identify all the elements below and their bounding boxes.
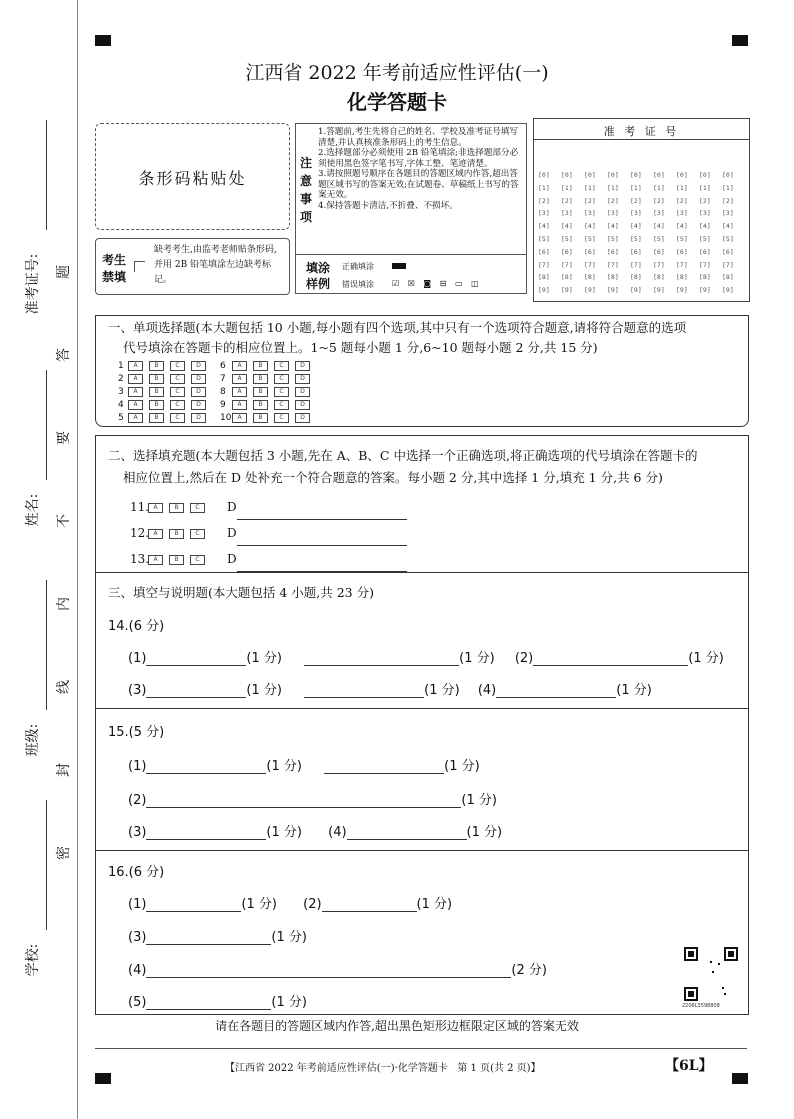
notice-item: 2.选择题部分必须使用 2B 铅笔填涂;非选择题部分必须使用黑色签字笔书写,字体工整、笔迹清楚。 (318, 148, 519, 169)
digit-bubble[interactable]: [1] (607, 183, 619, 192)
option-bubble[interactable]: A (232, 361, 247, 371)
digit-bubble[interactable]: [4] (699, 222, 711, 231)
digit-bubble[interactable]: [2] (722, 196, 734, 205)
option-bubble[interactable]: A (232, 387, 247, 397)
q16-row-2: (3) (1 分) (128, 930, 307, 945)
option-bubble[interactable]: B (169, 555, 184, 565)
barcode-area (95, 123, 290, 230)
digit-bubble[interactable]: [9] (676, 286, 688, 295)
option-bubble[interactable]: D (191, 387, 206, 397)
notice-box (295, 123, 527, 255)
digit-bubble[interactable]: [5] (584, 234, 596, 243)
digit-bubble[interactable]: [4] (607, 222, 619, 231)
q14-row-1: (1) (1 分) (1 分) (2) (1 分) (128, 651, 724, 666)
footer-code: 【6L】 (665, 1058, 713, 1074)
question-number: 10 (220, 413, 232, 423)
exam-number-label: 准考证号: (25, 253, 41, 315)
notice-title: 注 意 事 项 (300, 156, 313, 224)
section-2-answer-grid (130, 494, 407, 572)
digit-bubble[interactable]: [9] (722, 286, 734, 295)
digit-bubble[interactable]: [7] (630, 260, 642, 269)
digit-bubble[interactable]: [7] (607, 260, 619, 269)
answer-blank[interactable] (347, 825, 467, 840)
q16-row-1: (1) (1 分) (2) (1 分) (128, 897, 453, 912)
digit-bubble[interactable]: [7] (538, 260, 550, 269)
answer-blank[interactable] (237, 501, 407, 520)
q15-row-1: (1) (1 分) (1 分) (128, 759, 480, 774)
digit-bubble[interactable]: [0] (538, 171, 550, 179)
answer-blank[interactable] (146, 651, 246, 666)
seal-char: 题 (56, 265, 72, 279)
digit-bubble[interactable]: [0] (722, 171, 734, 179)
option-bubble[interactable]: C (190, 529, 205, 539)
digit-row (538, 207, 746, 220)
digit-bubble[interactable]: [2] (630, 196, 642, 205)
section-1-row (118, 386, 316, 399)
option-bubble[interactable]: B (253, 387, 268, 397)
answer-blank[interactable] (237, 553, 407, 572)
option-bubble[interactable]: A (128, 400, 143, 410)
digit-bubble[interactable]: [8] (561, 273, 573, 282)
question-number: 1 (118, 361, 124, 371)
answer-blank[interactable] (146, 995, 271, 1010)
answer-blank[interactable] (146, 825, 266, 840)
seal-char: 不 (56, 514, 72, 528)
digit-bubble[interactable]: [7] (699, 260, 711, 269)
option-bubble[interactable]: C (170, 413, 185, 423)
option-bubble[interactable]: D (295, 413, 310, 423)
option-bubble[interactable]: C (190, 503, 205, 513)
d-label: D (227, 500, 237, 514)
question-number: 4 (118, 400, 124, 410)
qr-code-text: 2206L3598808 (682, 1003, 720, 1009)
option-bubble[interactable]: B (169, 503, 184, 513)
footer-page-info: 【江西省 2022 年考前适应性评估(一)·化学答题卡 第 1 页(共 2 页)】 (225, 1063, 541, 1074)
fill-example-box (295, 253, 527, 294)
digit-bubble[interactable]: [9] (607, 286, 619, 295)
page-title: 江西省 2022 年考前适应性评估(一) (245, 62, 549, 84)
answer-blank[interactable] (496, 683, 616, 698)
option-bubble[interactable]: D (295, 374, 310, 384)
seal-char: 封 (56, 763, 72, 777)
option-bubble[interactable]: D (295, 400, 310, 410)
option-bubble[interactable]: C (274, 400, 289, 410)
digit-bubble[interactable]: [0] (630, 171, 642, 179)
answer-blank[interactable] (304, 651, 459, 666)
q16-title: 16.(6 分) (108, 865, 165, 880)
digit-bubble[interactable]: [8] (607, 273, 619, 282)
option-bubble[interactable]: B (149, 400, 164, 410)
digit-bubble[interactable]: [2] (538, 196, 550, 205)
digit-bubble[interactable]: [6] (584, 247, 596, 256)
digit-bubble[interactable]: [1] (561, 183, 573, 192)
digit-bubble[interactable]: [6] (561, 247, 573, 256)
option-bubble[interactable]: B (149, 374, 164, 384)
digit-bubble[interactable]: [7] (561, 260, 573, 269)
barcode-label: 条形码粘贴处 (138, 169, 247, 188)
digit-bubble[interactable]: [9] (561, 286, 573, 295)
digit-bubble[interactable]: [7] (676, 260, 688, 269)
answer-blank[interactable] (146, 897, 241, 912)
footer-rule (95, 1048, 747, 1049)
digit-bubble[interactable]: [6] (676, 247, 688, 256)
correct-fill-label: 正确填涂 (342, 262, 374, 271)
digit-row (538, 271, 746, 284)
answer-blank[interactable] (146, 683, 246, 698)
exam-number-grid (533, 118, 750, 302)
corner-marker-bl (95, 1073, 111, 1084)
option-bubble[interactable]: A (148, 555, 163, 565)
digit-bubble[interactable]: [1] (699, 183, 711, 192)
digit-row (538, 259, 746, 272)
section-1-heading-1: 一、单项选择题(本大题包括 10 小题,每小题有四个选项,其中只有一个选项符合题意,请将符合题意的选项 (108, 320, 687, 335)
question-number: 7 (220, 374, 226, 384)
option-bubble[interactable]: B (253, 374, 268, 384)
digit-bubble[interactable]: [9] (538, 286, 550, 295)
option-bubble[interactable]: D (191, 361, 206, 371)
wrong-fill-marks: ☑ ☒ ◙ ⊟ ▭ ◫ (392, 279, 482, 288)
digit-bubble[interactable]: [4] (561, 222, 573, 231)
option-bubble[interactable]: D (191, 400, 206, 410)
section-2-row (130, 520, 407, 546)
digit-bubble[interactable]: [5] (699, 234, 711, 243)
seal-char: 内 (56, 597, 72, 611)
option-bubble[interactable]: A (232, 374, 247, 384)
section-1-single-choice (95, 315, 749, 427)
section-2-row (130, 494, 407, 520)
digit-bubble[interactable]: [9] (699, 286, 711, 295)
q16-row-3: (4) (2 分) (128, 963, 547, 978)
exam-number-line (46, 120, 47, 230)
section-2-heading-1: 二、选择填充题(本大题包括 3 小题,先在 A、B、C 中选择一个正确选项,将正确选项的代号填涂在答题卡的 (108, 448, 698, 463)
section-2-row (130, 546, 407, 572)
q14-title: 14.(6 分) (108, 619, 165, 634)
digit-bubble[interactable]: [5] (676, 234, 688, 243)
digit-bubble[interactable]: [8] (722, 273, 734, 282)
absent-mark-checkbox[interactable] (134, 261, 145, 272)
digit-row (538, 195, 746, 208)
q15-row-2: (2) (1 分) (128, 793, 497, 808)
digit-bubble[interactable]: [1] (538, 183, 550, 192)
option-bubble[interactable]: A (128, 387, 143, 397)
exam-number-field[interactable] (22, 230, 42, 340)
digit-bubble[interactable]: [0] (699, 171, 711, 179)
option-bubble[interactable]: C (274, 361, 289, 371)
correct-fill-mark (392, 263, 406, 269)
digit-bubble[interactable]: [3] (699, 209, 711, 218)
section-1-row (118, 412, 316, 425)
section-2-heading-2: 相应位置上,然后在 D 处补充一个符合题意的答案。每小题 2 分,其中选择 1 分,填充 1 分,共 6 分) (123, 470, 663, 485)
digit-row (538, 220, 746, 233)
digit-bubble[interactable]: [6] (722, 247, 734, 256)
digit-bubble[interactable]: [8] (584, 273, 596, 282)
digit-bubble[interactable]: [3] (722, 209, 734, 218)
q15-box (95, 708, 749, 852)
digit-bubble[interactable]: [3] (653, 209, 665, 218)
digit-bubble[interactable]: [9] (630, 286, 642, 295)
digit-bubble[interactable]: [0] (561, 171, 573, 179)
seal-char: 答 (56, 348, 72, 362)
digit-bubble[interactable]: [8] (538, 273, 550, 282)
digit-bubble[interactable]: [3] (561, 209, 573, 218)
fill-example-label-2: 样例 (306, 277, 331, 291)
digit-bubble[interactable]: [1] (722, 183, 734, 192)
option-bubble[interactable]: A (232, 413, 247, 423)
digit-bubble[interactable]: [0] (584, 171, 596, 179)
digit-bubble[interactable]: [0] (653, 171, 665, 179)
digit-row (538, 182, 746, 195)
option-bubble[interactable]: D (295, 387, 310, 397)
digit-row (538, 246, 746, 259)
section-1-row (118, 360, 316, 373)
d-label: D (227, 552, 237, 566)
digit-bubble[interactable]: [9] (584, 286, 596, 295)
absent-instructions: 缺考考生,由监考老师贴条形码,并用 2B 铅笔填涂左边缺考标记。 (154, 245, 277, 285)
boundary-warning: 请在各题目的答题区域内作答,超出黑色矩形边框限定区域的答案无效 (215, 1019, 579, 1033)
option-bubble[interactable]: B (253, 413, 268, 423)
section-3-q14 (95, 572, 749, 710)
digit-bubble[interactable]: [5] (538, 234, 550, 243)
section-3-heading: 三、填空与说明题(本大题包括 4 小题,共 23 分) (108, 585, 374, 600)
question-number: 11. (130, 500, 150, 514)
answer-blank[interactable] (304, 683, 424, 698)
notice-item: 1.答题前,考生先将自己的姓名、学校及准考证号填写清楚,并认真核准条形码上的考生信息。 (318, 127, 518, 148)
option-bubble[interactable]: C (274, 413, 289, 423)
option-bubble[interactable]: B (149, 361, 164, 371)
digit-bubble[interactable]: [5] (607, 234, 619, 243)
class-line (46, 580, 47, 710)
option-bubble[interactable]: D (295, 361, 310, 371)
option-bubble[interactable]: A (148, 529, 163, 539)
absent-box (95, 238, 290, 295)
digit-bubble[interactable]: [5] (653, 234, 665, 243)
digit-bubble[interactable]: [2] (653, 196, 665, 205)
name-line (46, 370, 47, 480)
answer-blank[interactable] (146, 930, 271, 945)
class-label: 班级: (25, 723, 41, 757)
digit-bubble[interactable]: [4] (676, 222, 688, 231)
answer-blank[interactable] (146, 793, 461, 808)
seal-char: 线 (56, 680, 72, 694)
option-bubble[interactable]: D (191, 413, 206, 423)
option-bubble[interactable]: A (148, 503, 163, 513)
option-bubble[interactable]: A (232, 400, 247, 410)
digit-bubble[interactable]: [4] (630, 222, 642, 231)
digit-bubble[interactable]: [8] (653, 273, 665, 282)
digit-row (538, 284, 746, 297)
digit-bubble[interactable]: [3] (676, 209, 688, 218)
answer-blank[interactable] (237, 527, 407, 546)
digit-bubble[interactable]: [0] (676, 171, 688, 179)
digit-bubble[interactable]: [1] (630, 183, 642, 192)
digit-bubble[interactable]: [3] (630, 209, 642, 218)
digit-bubble[interactable]: [8] (699, 273, 711, 282)
digit-bubble[interactable]: [9] (653, 286, 665, 295)
answer-blank[interactable] (324, 759, 444, 774)
page-subtitle: 化学答题卡 (347, 90, 447, 114)
answer-blank[interactable] (146, 759, 266, 774)
notice-list (318, 127, 523, 211)
option-bubble[interactable]: A (128, 413, 143, 423)
digit-bubble[interactable]: [5] (561, 234, 573, 243)
absent-label-1: 考生 (102, 253, 127, 267)
digit-bubble[interactable]: [4] (722, 222, 734, 231)
digit-bubble[interactable]: [4] (538, 222, 550, 231)
option-bubble[interactable]: C (170, 387, 185, 397)
exam-number-digit-area[interactable] (538, 169, 746, 297)
option-bubble[interactable]: C (190, 555, 205, 565)
digit-bubble[interactable]: [2] (676, 196, 688, 205)
option-bubble[interactable]: A (128, 361, 143, 371)
question-number: 8 (220, 387, 226, 397)
corner-marker-tl (95, 35, 111, 46)
digit-bubble[interactable]: [2] (699, 196, 711, 205)
question-number: 2 (118, 374, 124, 384)
q16-box (95, 850, 749, 1015)
notice-item: 4.保持答题卡清洁,不折叠、不损坏。 (318, 200, 458, 211)
corner-marker-br (732, 1073, 748, 1084)
name-label: 姓名: (25, 493, 41, 527)
digit-bubble[interactable]: [5] (630, 234, 642, 243)
option-bubble[interactable]: B (169, 529, 184, 539)
digit-bubble[interactable]: [3] (584, 209, 596, 218)
fill-example-label-1: 填涂 (306, 261, 331, 275)
notice-item: 3.请按照题号顺序在各题目的答题区域内作答,超出答题区域书写的答案无效;在试题卷、草稿纸上书写的答案无效。 (318, 169, 519, 200)
school-field[interactable] (22, 930, 42, 990)
section-1-answer-grid (118, 360, 316, 425)
digit-bubble[interactable]: [2] (607, 196, 619, 205)
question-number: 9 (220, 400, 226, 410)
option-bubble[interactable]: A (128, 374, 143, 384)
digit-bubble[interactable]: [6] (607, 247, 619, 256)
question-number: 3 (118, 387, 124, 397)
option-bubble[interactable]: C (274, 387, 289, 397)
question-number: 6 (220, 361, 226, 371)
digit-row (538, 169, 746, 182)
answer-blank[interactable] (146, 963, 511, 978)
q16-row-4: (5) (1 分) (128, 995, 307, 1010)
section-1-heading-2: 代号填涂在答题卡的相应位置上。1~5 题每小题 1 分,6~10 题每小题 2 分,共 15 分) (123, 340, 598, 355)
section-2-fill-choice (95, 435, 749, 574)
qr-code (684, 947, 738, 1001)
digit-bubble[interactable]: [2] (561, 196, 573, 205)
option-bubble[interactable]: C (170, 361, 185, 371)
digit-bubble[interactable]: [3] (607, 209, 619, 218)
q15-row-3: (3) (1 分) (4) (1 分) (128, 825, 503, 840)
digit-bubble[interactable]: [6] (699, 247, 711, 256)
margin-line (77, 0, 78, 1119)
question-number: 13. (130, 552, 150, 566)
option-bubble[interactable]: C (170, 400, 185, 410)
digit-bubble[interactable]: [7] (653, 260, 665, 269)
digit-bubble[interactable]: [1] (653, 183, 665, 192)
digit-bubble[interactable]: [3] (538, 209, 550, 218)
option-bubble[interactable]: B (149, 413, 164, 423)
option-bubble[interactable]: B (149, 387, 164, 397)
absent-label-2: 禁填 (102, 270, 127, 284)
digit-bubble[interactable]: [8] (676, 273, 688, 282)
digit-bubble[interactable]: [1] (676, 183, 688, 192)
school-label: 学校: (25, 943, 41, 977)
digit-bubble[interactable]: [7] (722, 260, 734, 269)
class-field[interactable] (22, 710, 42, 770)
digit-bubble[interactable]: [5] (722, 234, 734, 243)
digit-bubble[interactable]: [8] (630, 273, 642, 282)
option-bubble[interactable]: D (191, 374, 206, 384)
corner-marker-tr (732, 35, 748, 46)
digit-bubble[interactable]: [6] (538, 247, 550, 256)
q14-row-2: (3) (1 分) (1 分) (4) (1 分) (128, 683, 652, 698)
digit-bubble[interactable]: [6] (653, 247, 665, 256)
digit-bubble[interactable]: [4] (584, 222, 596, 231)
question-number: 5 (118, 413, 124, 423)
school-line (46, 800, 47, 930)
option-bubble[interactable]: C (274, 374, 289, 384)
section-1-row (118, 399, 316, 412)
option-bubble[interactable]: B (253, 400, 268, 410)
question-number: 12. (130, 526, 150, 540)
digit-bubble[interactable]: [1] (584, 183, 596, 192)
exam-number-title: 准 考 证 号 (603, 125, 680, 138)
digit-bubble[interactable]: [4] (653, 222, 665, 231)
seal-char: 要 (56, 431, 72, 445)
digit-bubble[interactable]: [2] (584, 196, 596, 205)
name-field[interactable] (22, 480, 42, 540)
seal-char: 密 (56, 846, 72, 860)
digit-row (538, 233, 746, 246)
section-1-row (118, 373, 316, 386)
d-label: D (227, 526, 237, 540)
wrong-fill-label: 错误填涂 (342, 280, 374, 289)
option-bubble[interactable]: C (170, 374, 185, 384)
q15-title: 15.(5 分) (108, 725, 165, 740)
digit-bubble[interactable]: [7] (584, 260, 596, 269)
option-bubble[interactable]: B (253, 361, 268, 371)
answer-blank[interactable] (533, 651, 688, 666)
digit-bubble[interactable]: [0] (607, 171, 619, 179)
answer-blank[interactable] (322, 897, 417, 912)
digit-bubble[interactable]: [6] (630, 247, 642, 256)
